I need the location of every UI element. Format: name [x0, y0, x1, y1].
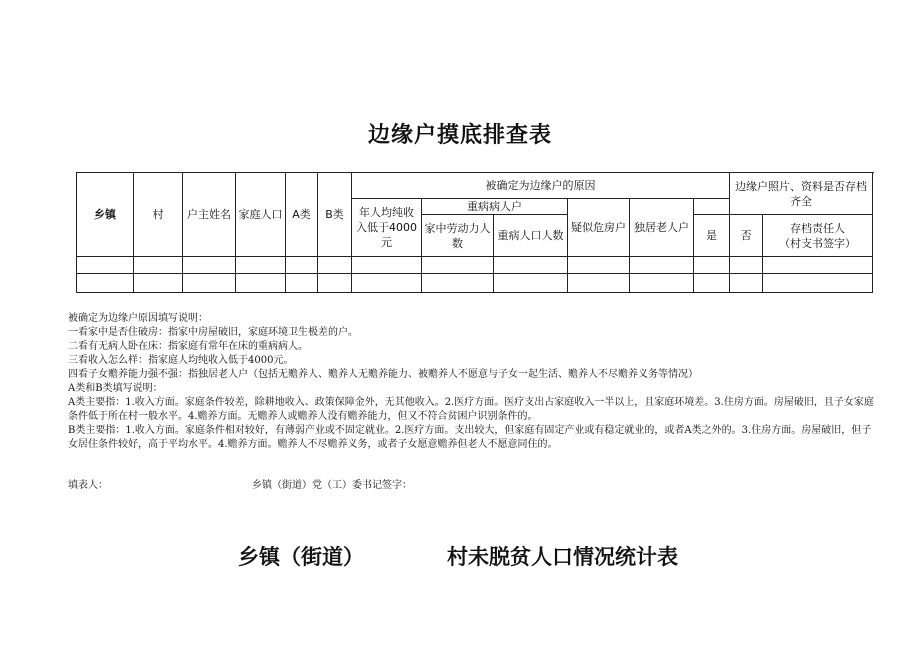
- header-class-b: B类: [318, 173, 352, 257]
- instruction-line: B类主要指：1.收入方面。家庭条件相对较好，有薄弱产业或不固定就业。2.医疗方面。支出较大，但家庭有固定产业或有稳定就业的，或者A类之外的。3.住房方面。房屋破旧，但子女居住条件较好，高于平均水平。4.赡养方面。赡养人不尽赡养义务，或者子女愿意赡养但老人不愿意同住的。: [68, 425, 872, 450]
- second-title-left: 乡镇（街道）: [238, 545, 364, 569]
- filler-signature-label: 填表人：: [68, 480, 108, 491]
- header-reason: 被确定为边缘户的原因: [352, 173, 730, 199]
- survey-table: [76, 172, 873, 293]
- header-family-population: 家庭人口: [236, 173, 286, 257]
- header-income: 年人均纯收入低于4000元: [352, 199, 422, 257]
- header-dangerous-house: 疑似危房户: [568, 199, 630, 257]
- instruction-line: A类主要指：1.收入方面。家庭条件较差，除耕地收入、政策保障金外，无其他收入。2.医疗方面。医疗支出占家庭收入一半以上，且家庭环境差。3.住房方面。房屋破旧，且子女家庭条件低于所在村一般水平。4.赡养方面。无赡养人或赡养人没有赡养能力，但又不符合贫困户识别条件的。: [68, 397, 874, 422]
- instruction-line: 三看收入怎么样：指家庭人均纯收入低于4000元。: [68, 355, 294, 366]
- header-archive: 边缘户照片、资料是否存档齐全: [730, 173, 873, 215]
- secretary-signature-label: 乡镇（街道）党（工）委书记签字：: [252, 480, 412, 491]
- table-row: [77, 257, 873, 274]
- header-village: 村: [134, 173, 183, 257]
- instructions: [68, 312, 880, 452]
- second-title-right: 村未脱贫人口情况统计表: [447, 545, 678, 569]
- instruction-line: 二看有无病人卧在床：指家庭有常年在床的重病病人。: [68, 341, 308, 352]
- header-responsible-person: [763, 215, 873, 257]
- responsible-sublabel: （村支书签字）: [779, 236, 857, 250]
- header-patient-count: 重病人口人数: [494, 215, 568, 257]
- page-title: 边缘户摸底排查表: [367, 123, 552, 148]
- responsible-label: 存档责任人: [790, 221, 846, 235]
- table-row: [77, 274, 873, 293]
- header-householder: 户主姓名: [183, 173, 236, 257]
- header-serious-illness: 重病病人户: [422, 199, 568, 215]
- header-labor-count: 家中劳动力人数: [422, 215, 494, 257]
- instructions-heading: 被确定为边缘户原因填写说明：: [68, 313, 208, 324]
- instruction-line: A类和B类填写说明：: [68, 383, 163, 394]
- header-class-a: A类: [286, 173, 318, 257]
- header-elderly-alone: 独居老人户: [630, 199, 694, 257]
- header-archive-yes: 是: [694, 215, 730, 257]
- instruction-line: 四看子女赡养能力强不强：指独居老人户（包括无赡养人、赡养人无赡养能力、被赡养人不愿意与子女一起生活、赡养人不尽赡养义务等情况）: [68, 369, 698, 380]
- header-township: 乡镇: [77, 173, 134, 257]
- instruction-line: 一看家中是否住破房：指家中房屋破旧，家庭环境卫生极差的户。: [68, 327, 358, 338]
- header-archive-no: 否: [730, 215, 763, 257]
